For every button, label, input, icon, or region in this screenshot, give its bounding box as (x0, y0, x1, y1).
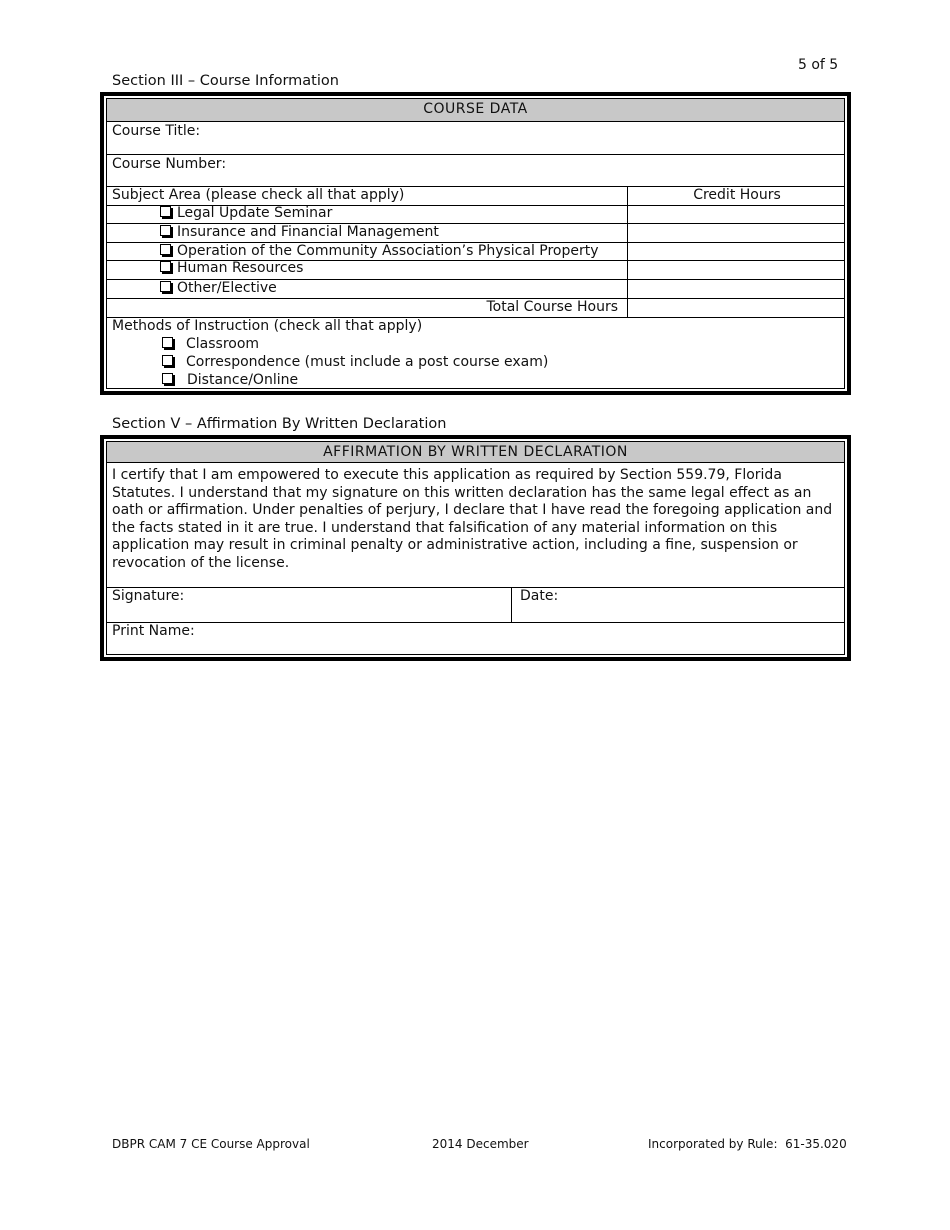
classroom-checkbox[interactable] (162, 337, 173, 348)
insurance-label: Insurance and Financial Management (177, 224, 439, 240)
credit-hours-label: Credit Hours (693, 187, 781, 203)
physical-property-checkbox[interactable] (160, 244, 171, 255)
affirmation-text-cell (107, 463, 844, 588)
footer-rule: Incorporated by Rule: 61-35.020 (648, 1137, 847, 1151)
signature-label: Signature: (112, 588, 185, 604)
subject-row-insurance (107, 224, 844, 243)
date-label: Date: (520, 588, 559, 604)
physical-property-hours-field[interactable] (628, 243, 844, 260)
other-elective-checkbox[interactable] (160, 281, 171, 292)
date-field[interactable] (512, 588, 844, 622)
insurance-checkbox[interactable] (160, 225, 171, 236)
course-title-label: Course Title: (112, 123, 201, 139)
correspondence-checkbox[interactable] (162, 355, 173, 366)
affirmation-header: AFFIRMATION BY WRITTEN DECLARATION (107, 442, 844, 463)
course-data-table (100, 92, 851, 395)
other-elective-hours-field[interactable] (628, 280, 844, 298)
subject-row-legal-update (107, 206, 844, 224)
total-course-hours-label: Total Course Hours (486, 299, 618, 315)
methods-label: Methods of Instruction (check all that apply) (112, 318, 423, 334)
print-name-field[interactable] (107, 623, 844, 657)
footer-form-id: DBPR CAM 7 CE Course Approval (112, 1137, 310, 1151)
distance-online-label: Distance/Online (187, 372, 299, 388)
section-5-label: Section V – Affirmation By Written Declaration (112, 416, 447, 432)
affirmation-table (100, 435, 851, 661)
legal-update-label: Legal Update Seminar (177, 205, 333, 221)
course-data-header: COURSE DATA (107, 99, 844, 122)
subject-area-header-row (107, 187, 844, 206)
methods-section (107, 318, 844, 391)
section-3-label: Section III – Course Information (112, 73, 339, 89)
course-number-field[interactable] (107, 155, 844, 187)
footer-date: 2014 December (432, 1137, 529, 1151)
physical-property-label: Operation of the Community Association’s Physical Property (177, 243, 599, 259)
other-elective-label: Other/Elective (177, 280, 277, 296)
subject-row-other-elective (107, 280, 844, 299)
classroom-label: Classroom (186, 336, 260, 352)
total-hours-row (107, 299, 844, 318)
affirmation-paragraph: I certify that I am empowered to execute this application as required by Section 559.79, Florida Statutes. I understand that my signature on this written declaration has the same legal effect as an oath or affirmation. Under penalties of perjury, I declare that I have read the foregoing application and the facts stated in it are true. I understand that falsification of any material information on this application may result in criminal penalty or administrative action, including a fine, suspension or revocation of the license. (112, 467, 833, 571)
legal-update-hours-field[interactable] (628, 206, 844, 223)
print-name-label: Print Name: (112, 623, 195, 639)
subject-row-physical-property (107, 243, 844, 261)
course-title-field[interactable] (107, 122, 844, 155)
human-resources-hours-field[interactable] (628, 261, 844, 279)
distance-online-checkbox[interactable] (162, 373, 173, 384)
course-number-label: Course Number: (112, 156, 227, 172)
signature-date-row (107, 588, 844, 623)
human-resources-label: Human Resources (177, 260, 304, 276)
human-resources-checkbox[interactable] (160, 261, 171, 272)
insurance-hours-field[interactable] (628, 224, 844, 242)
legal-update-checkbox[interactable] (160, 206, 171, 217)
subject-area-label: Subject Area (please check all that apply) (112, 187, 405, 203)
total-hours-field[interactable] (628, 299, 844, 317)
subject-row-human-resources (107, 261, 844, 280)
page-number: 5 of 5 (798, 57, 839, 73)
signature-field[interactable] (107, 588, 511, 622)
correspondence-label: Correspondence (must include a post course exam) (186, 354, 549, 370)
